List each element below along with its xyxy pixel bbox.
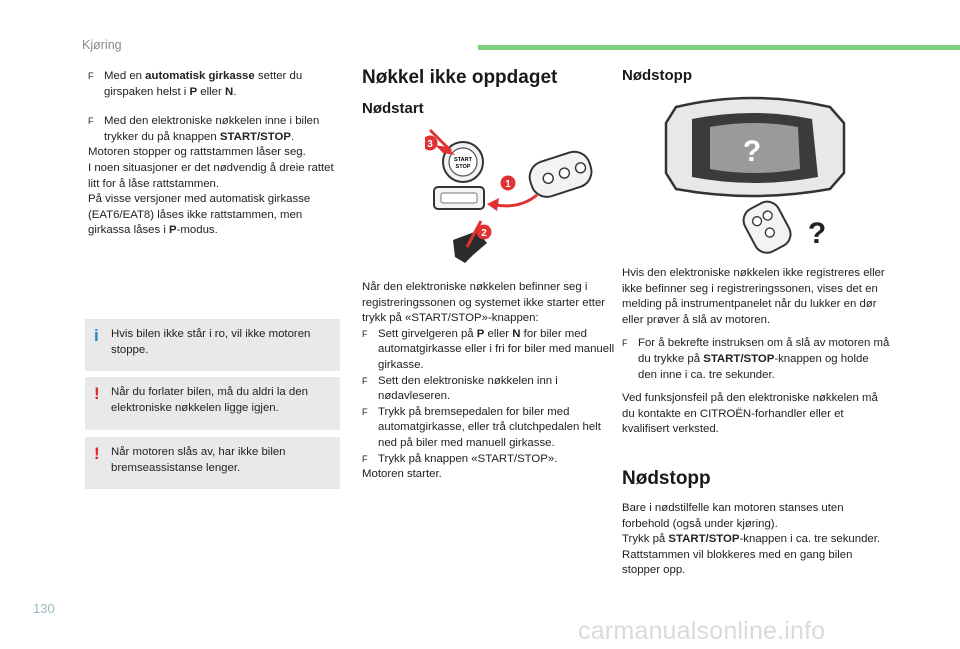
key-not-detected-text: Hvis den elektroniske nøkkelen ikke registreres eller ikke befinner seg i registreringssonen, vises det en melding på instrumentpanelet når du lukker en dør eller prøver å slå av motoren. — [622, 267, 885, 326]
info-box: i Hvis bilen ikke står i ro, vil ikke motoren stoppe. — [85, 319, 340, 371]
question-mark-car: ? — [742, 135, 762, 168]
watermark: carmanualsonline.info — [578, 617, 826, 645]
steering-lock-text: I noen situasjoner er det nødvendig å dreie rattet litt for å låse rattstammen. — [88, 161, 334, 190]
engine-stops-text: Motoren stopper og rattstammen låser seg. — [88, 146, 306, 159]
section-color-bar — [478, 45, 960, 50]
bullet-marker: F — [88, 71, 94, 81]
section-header: Kjøring — [82, 38, 122, 52]
bullet-marker: F — [622, 338, 628, 349]
insert-arrow-icon — [495, 195, 537, 206]
title-key-not-detected: Nøkkel ikke oppdaget — [362, 67, 558, 88]
svg-text:2: 2 — [481, 228, 487, 239]
bullet-marker: F — [362, 328, 368, 339]
step-press-pedal: F Trykk på bremsepedalen for biler med automatgirkasse, eller trå clutchpedalen helt ned på biler med manuell girkasse. — [362, 405, 601, 449]
right-column-text-1 — [622, 266, 890, 438]
emergency-start-figure — [425, 125, 615, 275]
electronic-key-icon — [739, 197, 795, 255]
bullet-marker: F — [362, 375, 368, 386]
step-insert-key: F Sett den elektroniske nøkkelen inn i nødavleseren. — [362, 374, 558, 403]
step-gear-selector: F Sett girvelgeren på P eller N for biler med automatgirkasse eller i fri for biler med manuell girkasse. — [362, 327, 615, 371]
step-press-start-stop: F Trykk på knappen «START/STOP». — [362, 452, 618, 468]
malfunction-text: Ved funksjonsfeil på den elektroniske nøkkelen må du kontakte en CITROËN-forhandler eller et kvalifisert verksted. — [622, 392, 878, 436]
page-number: 130 — [33, 601, 55, 616]
bullet-marker: F — [362, 453, 368, 464]
warning-box-brake-assist: ! Når motoren slås av, har ikke bilen bremseassistanse lenger. — [85, 437, 340, 489]
engine-starts-text: Motoren starter. — [362, 468, 442, 481]
bullet-marker: F — [88, 116, 94, 127]
bullet-automatic-gearbox: F Med en automatisk girkasse setter du girspaken helst i P eller N. — [88, 70, 303, 98]
electronic-key-icon — [526, 148, 596, 201]
left-column — [88, 69, 338, 239]
emergency-start-intro: Når den elektroniske nøkkelen befinner seg i registreringssonen og systemet ikke starter etter trykk på «START/STOP»-knappen: — [362, 281, 606, 325]
emergency-stop-figure — [662, 95, 852, 255]
question-mark-key: ? — [807, 217, 827, 250]
button-label-stop: STOP — [455, 164, 471, 170]
automatic-version-text: På visse versjoner med automatisk girkasse (EAT6/EAT8) låses ikke rattstammen, men girkassa låses i P-modus. — [88, 193, 311, 237]
steering-blocks-text: Rattstammen vil blokkeres med en gang bilen stopper opp. — [622, 548, 853, 577]
warning-icon: ! — [94, 444, 100, 463]
emergency-only-text: Bare i nødstilfelle kan motoren stanses uten forbehold (også under kjøring). — [622, 502, 844, 530]
bullet-press-start-stop: F Med den elektroniske nøkkelen inne i bilen trykker du på knappen START/STOP. — [88, 115, 320, 143]
step-confirm-stop: F For å bekrefte instruksen om å slå av motoren må du trykke på START/STOP-knappen og holde den inne i ca. tre sekunder. — [622, 337, 890, 381]
warning-box-leave-key: ! Når du forlater bilen, må du aldri la den elektroniske nøkkelen ligge igjen. — [85, 377, 340, 430]
title-emergency-stop-1: Nødstopp — [622, 67, 692, 84]
svg-text:3: 3 — [427, 139, 433, 150]
button-label-start: START — [454, 157, 472, 163]
middle-column-text — [362, 280, 618, 483]
press-start-stop-text: Trykk på START/STOP-knappen i ca. tre sekunder. — [622, 533, 881, 546]
svg-text:1: 1 — [505, 179, 511, 190]
subtitle-emergency-start: Nødstart — [362, 100, 424, 117]
title-emergency-stop-2: Nødstopp — [622, 468, 711, 489]
info-icon: i — [94, 326, 99, 345]
warning-icon: ! — [94, 384, 100, 403]
bullet-marker: F — [362, 406, 368, 417]
right-column-text-2 — [622, 501, 890, 579]
